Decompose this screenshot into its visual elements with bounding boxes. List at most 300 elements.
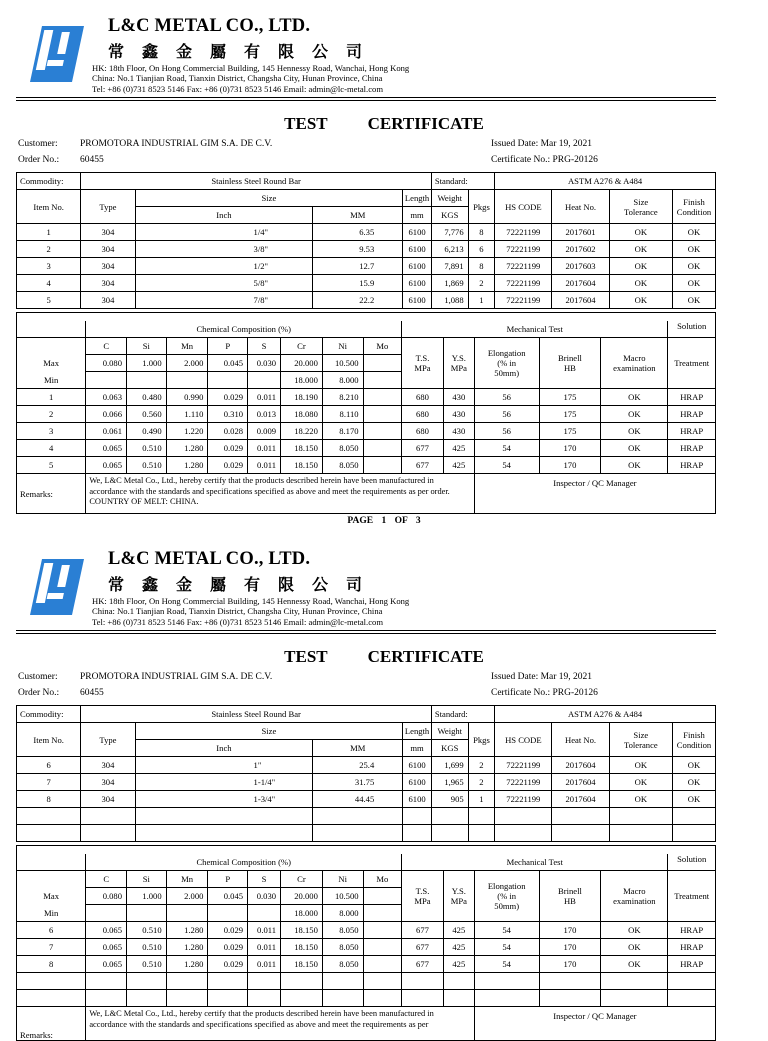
col-s: S (248, 338, 281, 355)
cell-ni: 8.050 (322, 922, 363, 939)
cell-el: 56 (474, 423, 539, 440)
chem-row (17, 406, 716, 423)
cell-c: 0.063 (86, 389, 127, 406)
cell-c: 0.065 (86, 939, 127, 956)
col-length-unit: mm (403, 207, 432, 224)
cell-fin: OK (673, 241, 716, 258)
cell-hs: 72221199 (495, 258, 552, 275)
cell-mm: 12.7 (313, 258, 403, 275)
cell-tol: OK (609, 292, 672, 309)
col-treatment: Treatment (668, 338, 716, 389)
cell-fin: OK (673, 292, 716, 309)
cell-mm: 15.9 (313, 275, 403, 292)
cell-tol: OK (609, 757, 672, 774)
commodity-label: Commodity: (17, 706, 81, 723)
col-mn: Mn (166, 871, 208, 888)
col-elongation: Elongation (% in 50mm) (474, 338, 539, 389)
cell-s: 0.011 (248, 922, 281, 939)
cell-type: 304 (81, 275, 135, 292)
cell-no: 7 (17, 939, 86, 956)
standard-value: ASTM A276 & A484 (495, 706, 716, 723)
address-china: China: No.1 Tianjian Road, Tianxin District, Changsha City, Hunan Province, China (92, 73, 383, 84)
cell-mn: 1.220 (166, 423, 208, 440)
empty-row (17, 808, 716, 825)
cell-ys: 425 (443, 922, 474, 939)
min-label: Min (17, 905, 86, 922)
cell-s: 0.013 (248, 406, 281, 423)
col-finish-condition: Finish Condition (673, 723, 716, 757)
mech-test-header: Mechanical Test (402, 854, 668, 871)
cell-ts: 677 (402, 440, 444, 457)
cell-fin: OK (673, 275, 716, 292)
cell-sol: HRAP (668, 440, 716, 457)
col-mm: MM (313, 207, 403, 224)
table-gap (17, 313, 716, 321)
cell-ts: 677 (402, 956, 444, 973)
chem-row (17, 457, 716, 474)
cell-ts: 677 (402, 939, 444, 956)
order-row: Order No.: 60455 (18, 688, 104, 698)
cell-heat: 2017604 (552, 292, 609, 309)
cell-c: 0.065 (86, 457, 127, 474)
cell-length: 6100 (403, 774, 432, 791)
cell-s: 0.011 (248, 389, 281, 406)
cell-weight: 6,213 (431, 241, 468, 258)
remarks-label: Remarks: (17, 1007, 86, 1041)
cell-hs: 72221199 (495, 774, 552, 791)
cell-mo (363, 956, 402, 973)
cell-cr: 18.150 (281, 922, 323, 939)
cell-no: 2 (17, 241, 81, 258)
cell-si: 0.510 (127, 939, 167, 956)
cell-heat: 2017603 (552, 258, 609, 275)
col-item-no: Item No. (17, 723, 81, 757)
col-heat-no: Heat No. (552, 190, 609, 224)
issued-date-row: Issued Date: Mar 19, 2021 (491, 139, 593, 149)
table-row (17, 275, 716, 292)
cell-inch: 1/4" (135, 224, 313, 241)
col-brinell: Brinell HB (539, 871, 601, 922)
cell-macro: OK (601, 922, 668, 939)
cell-pkgs: 1 (468, 292, 495, 309)
address-hk: HK: 18th Floor, On Hong Commercial Building, 145 Hennessy Road, Wanchai, Hong Kong (92, 596, 410, 606)
cell-macro: OK (601, 457, 668, 474)
cell-c: 0.066 (86, 406, 127, 423)
cell-heat: 2017602 (552, 241, 609, 258)
table-gap (17, 846, 716, 854)
address-china: China: No.1 Tianjian Road, Tianxin District, Changsha City, Hunan Province, China (92, 606, 383, 617)
cell-hs: 72221199 (495, 757, 552, 774)
solution-header: Solution (668, 321, 716, 338)
cell-mo (363, 423, 402, 440)
cell-type: 304 (81, 258, 135, 275)
company-logo (22, 555, 88, 619)
cell-p: 0.310 (208, 406, 248, 423)
cell-si: 0.510 (127, 956, 167, 973)
order-number: 60455 (80, 155, 104, 165)
cell-ni: 8.170 (322, 423, 363, 440)
cell-pkgs: 8 (468, 258, 495, 275)
col-length-unit: mm (403, 740, 432, 757)
cell-ys: 425 (443, 457, 474, 474)
cell-s: 0.011 (248, 939, 281, 956)
cell-pkgs: 1 (468, 791, 495, 808)
cell-si: 0.510 (127, 922, 167, 939)
product-rows (17, 757, 716, 842)
col-si: Si (127, 871, 167, 888)
cell-heat: 2017604 (552, 275, 609, 292)
cell-cr: 18.150 (281, 956, 323, 973)
table-row (17, 258, 716, 275)
remarks-label: Remarks: (17, 474, 86, 514)
chem-row (17, 939, 716, 956)
cell-tol: OK (609, 791, 672, 808)
cell-inch: 1" (135, 757, 313, 774)
cell-sol: HRAP (668, 423, 716, 440)
cell-hs: 72221199 (495, 241, 552, 258)
cell-cr: 18.080 (281, 406, 323, 423)
cell-ts: 677 (402, 457, 444, 474)
cell-no: 3 (17, 258, 81, 275)
product-table (16, 705, 716, 842)
cell-mo (363, 457, 402, 474)
cell-pkgs: 8 (468, 224, 495, 241)
cell-s: 0.011 (248, 457, 281, 474)
cell-macro: OK (601, 440, 668, 457)
cell-s: 0.009 (248, 423, 281, 440)
customer-row: Customer: PROMOTORA INDUSTRIAL GIM S.A. DE C.V. (18, 672, 273, 682)
issued-date: Mar 19, 2021 (540, 672, 593, 682)
cell-length: 6100 (403, 757, 432, 774)
empty-row (17, 973, 716, 990)
cell-ys: 425 (443, 440, 474, 457)
chem-row (17, 922, 716, 939)
col-ni: Ni (322, 338, 363, 355)
cell-el: 54 (474, 457, 539, 474)
col-p: P (208, 338, 248, 355)
cell-heat: 2017601 (552, 224, 609, 241)
cell-pkgs: 2 (468, 757, 495, 774)
chemical-mechanical-table: Chemical Composition (%) Mechanical Test Solution C Si Mn P S Cr Ni Mo T.S. MPa Y.S. MPa Elongation (% in 50mm) Brinell HB Macro examination Treatment Max 0.080 1.000 2.000 0.045 0.030 20.000 10.500 Min 18.000 8.000 1 0.063 0.480 0.990 0.029 0.011 18.190 8.210 680 430 56 175 OK HRAP 2 0.066 0.560 1.110 0.310 0.013 18.080 8.110 680 430 56 175 OK HRAP 3 0.061 0.490 1.220 0.028 0.009 18.220 8.170 680 430 56 175 OK HRAP 4 0.065 0.510 1.280 0.029 0.011 18.150 8.050 677 425 54 170 OK HRAP 5 0.065 0.510 1.280 0.029 0.011 18.150 8.050 677 425 54 170 OK HRAP Remarks: We, L&C Metal Co., Ltd., hereby certify that the products described herein have been manufactured in accordance with the standards and specifications specified as above and meet the requirements as per order. COUNTRY OF MELT: CHINA. Inspector / QC Manager (16, 312, 716, 514)
cell-si: 0.560 (127, 406, 167, 423)
cell-mo (363, 939, 402, 956)
cell-pkgs: 2 (468, 774, 495, 791)
mech-test-header: Mechanical Test (402, 321, 668, 338)
cell-p: 0.029 (208, 922, 248, 939)
table-row (17, 791, 716, 808)
col-weight-unit: KGS (431, 740, 468, 757)
cell-ts: 680 (402, 389, 444, 406)
contact-line: Tel: +86 (0)731 8523 5146 Fax: +86 (0)731 8523 5146 Email: admin@lc-metal.com (92, 616, 384, 627)
col-mm: MM (313, 740, 403, 757)
solution-header: Solution (668, 854, 716, 871)
cell-no: 8 (17, 791, 81, 808)
chem-row (17, 956, 716, 973)
cell-mo (363, 406, 402, 423)
cell-hb: 175 (539, 406, 601, 423)
max-label: Max (17, 355, 86, 372)
col-mo: Mo (363, 338, 402, 355)
cell-type: 304 (81, 757, 135, 774)
company-name: L&C METAL CO., LTD. (108, 16, 311, 36)
cell-fin: OK (673, 224, 716, 241)
cell-no: 4 (17, 275, 81, 292)
cell-ni: 8.050 (322, 440, 363, 457)
col-ys: Y.S. MPa (443, 871, 474, 922)
cell-hb: 170 (539, 956, 601, 973)
cell-si: 0.510 (127, 457, 167, 474)
standard-value: ASTM A276 & A484 (495, 173, 716, 190)
cell-sol: HRAP (668, 457, 716, 474)
certificate-no-row: Certificate No.: PRG-20126 (491, 155, 598, 165)
cell-ys: 425 (443, 956, 474, 973)
cell-inch: 7/8" (135, 292, 313, 309)
cell-hs: 72221199 (495, 224, 552, 241)
cell-tol: OK (609, 241, 672, 258)
cell-length: 6100 (403, 791, 432, 808)
document-title: TEST CERTIFICATE (284, 114, 484, 133)
cell-tol: OK (609, 774, 672, 791)
col-p: P (208, 871, 248, 888)
cell-macro: OK (601, 389, 668, 406)
col-size-tolerance: Size Tolerance (609, 723, 672, 757)
max-label: Max (17, 888, 86, 905)
cell-no: 5 (17, 457, 86, 474)
cell-p: 0.029 (208, 389, 248, 406)
cell-cr: 18.150 (281, 440, 323, 457)
col-finish-condition: Finish Condition (673, 190, 716, 224)
col-cr: Cr (281, 871, 323, 888)
cell-el: 54 (474, 956, 539, 973)
cell-hb: 175 (539, 423, 601, 440)
cell-mm: 6.35 (313, 224, 403, 241)
customer-name: PROMOTORA INDUSTRIAL GIM S.A. DE C.V. (80, 139, 273, 149)
cell-tol: OK (609, 224, 672, 241)
cell-cr: 18.220 (281, 423, 323, 440)
certificate-no-row: Certificate No.: PRG-20126 (491, 688, 598, 698)
company-address (92, 63, 409, 94)
company-name: L&C METAL CO., LTD. (108, 549, 311, 569)
cell-el: 54 (474, 440, 539, 457)
cell-hs: 72221199 (495, 292, 552, 309)
standard-label: Standard: (431, 173, 494, 190)
col-brinell: Brinell HB (539, 338, 601, 389)
cell-mm: 25.4 (313, 757, 403, 774)
cell-no: 6 (17, 922, 86, 939)
inspector-label: Inspector / QC Manager (474, 474, 715, 514)
col-c: C (86, 338, 127, 355)
table-row (17, 241, 716, 258)
cell-hs: 72221199 (495, 791, 552, 808)
order-number: 60455 (80, 688, 104, 698)
certificate-number: PRG-20126 (552, 155, 598, 165)
cell-no: 6 (17, 757, 81, 774)
chem-comp-header: Chemical Composition (%) (86, 854, 402, 871)
remarks-text: We, L&C Metal Co., Ltd., hereby certify that the products described herein have been manufactured in accordance with the standards and specifications specified as above and meet the requirements as per order. COUNTRY OF MELT: CHINA. (86, 474, 474, 514)
cell-mm: 9.53 (313, 241, 403, 258)
cell-length: 6100 (403, 241, 432, 258)
cell-weight: 1,869 (431, 275, 468, 292)
cell-mn: 1.280 (166, 922, 208, 939)
cell-sol: HRAP (668, 922, 716, 939)
col-inch: Inch (135, 207, 313, 224)
cell-sol: HRAP (668, 956, 716, 973)
company-address (92, 596, 409, 627)
cell-el: 56 (474, 406, 539, 423)
cell-weight: 1,965 (431, 774, 468, 791)
cell-c: 0.065 (86, 440, 127, 457)
cell-fin: OK (673, 791, 716, 808)
customer-name: PROMOTORA INDUSTRIAL GIM S.A. DE C.V. (80, 672, 273, 682)
cell-p: 0.028 (208, 423, 248, 440)
col-type: Type (81, 723, 135, 757)
cell-hb: 170 (539, 922, 601, 939)
cell-no: 1 (17, 224, 81, 241)
cell-no: 3 (17, 423, 86, 440)
col-inch: Inch (135, 740, 313, 757)
cell-sol: HRAP (668, 406, 716, 423)
cell-tol: OK (609, 258, 672, 275)
cell-weight: 1,088 (431, 292, 468, 309)
product-table (16, 172, 716, 309)
empty-row (17, 990, 716, 1007)
company-name-chinese: 常 鑫 金 屬 有 限 公 司 (108, 577, 370, 594)
chem-rows (17, 922, 716, 1007)
cell-weight: 1,699 (431, 757, 468, 774)
cell-mn: 1.280 (166, 457, 208, 474)
cell-no: 4 (17, 440, 86, 457)
cell-cr: 18.150 (281, 939, 323, 956)
col-ts: T.S. MPa (402, 338, 444, 389)
table-row (17, 757, 716, 774)
col-weight: Weight (431, 190, 468, 207)
col-size: Size (135, 723, 403, 740)
cell-p: 0.029 (208, 956, 248, 973)
cell-inch: 1-3/4" (135, 791, 313, 808)
inspector-label: Inspector / QC Manager (474, 1007, 715, 1041)
col-macro: Macro examination (601, 871, 668, 922)
cell-inch: 3/8" (135, 241, 313, 258)
col-hs-code: HS CODE (495, 190, 552, 224)
cell-inch: 1/2" (135, 258, 313, 275)
commodity-value: Stainless Steel Round Bar (81, 706, 432, 723)
chem-row (17, 423, 716, 440)
cell-si: 0.510 (127, 440, 167, 457)
cell-hb: 175 (539, 389, 601, 406)
cell-p: 0.029 (208, 939, 248, 956)
cell-no: 7 (17, 774, 81, 791)
cell-macro: OK (601, 956, 668, 973)
cell-el: 54 (474, 939, 539, 956)
cell-length: 6100 (403, 258, 432, 275)
cell-ts: 680 (402, 423, 444, 440)
cell-ni: 8.210 (322, 389, 363, 406)
cell-type: 304 (81, 791, 135, 808)
cell-no: 1 (17, 389, 86, 406)
cell-ni: 8.050 (322, 956, 363, 973)
cell-ni: 8.050 (322, 457, 363, 474)
cell-p: 0.029 (208, 457, 248, 474)
cell-el: 54 (474, 922, 539, 939)
commodity-label: Commodity: (17, 173, 81, 190)
cell-ts: 677 (402, 922, 444, 939)
col-ys: Y.S. MPa (443, 338, 474, 389)
cell-hb: 170 (539, 939, 601, 956)
col-weight-unit: KGS (431, 207, 468, 224)
col-treatment: Treatment (668, 871, 716, 922)
cell-ts: 680 (402, 406, 444, 423)
cell-ni: 8.050 (322, 939, 363, 956)
col-ts: T.S. MPa (402, 871, 444, 922)
cell-cr: 18.190 (281, 389, 323, 406)
cell-c: 0.065 (86, 956, 127, 973)
cell-hs: 72221199 (495, 275, 552, 292)
cell-fin: OK (673, 757, 716, 774)
cell-mm: 31.75 (313, 774, 403, 791)
cell-mn: 1.280 (166, 956, 208, 973)
cell-mn: 1.110 (166, 406, 208, 423)
commodity-value: Stainless Steel Round Bar (81, 173, 432, 190)
col-c: C (86, 871, 127, 888)
cell-mn: 1.280 (166, 440, 208, 457)
cell-inch: 5/8" (135, 275, 313, 292)
cell-mm: 22.2 (313, 292, 403, 309)
cell-type: 304 (81, 241, 135, 258)
cell-heat: 2017604 (552, 774, 609, 791)
cell-type: 304 (81, 224, 135, 241)
cell-hb: 170 (539, 457, 601, 474)
cell-el: 56 (474, 389, 539, 406)
col-length: Length (403, 723, 432, 740)
cell-heat: 2017604 (552, 757, 609, 774)
cell-no: 2 (17, 406, 86, 423)
cell-fin: OK (673, 774, 716, 791)
cell-mo (363, 440, 402, 457)
cell-mo (363, 922, 402, 939)
header-divider (16, 100, 716, 101)
address-hk: HK: 18th Floor, On Hong Commercial Building, 145 Hennessy Road, Wanchai, Hong Kong (92, 63, 410, 73)
cell-sol: HRAP (668, 389, 716, 406)
cell-ni: 8.110 (322, 406, 363, 423)
col-s: S (248, 871, 281, 888)
contact-line: Tel: +86 (0)731 8523 5146 Fax: +86 (0)731 8523 5146 Email: admin@lc-metal.com (92, 83, 384, 94)
chem-rows (17, 389, 716, 474)
company-logo (22, 22, 88, 86)
chem-row (17, 440, 716, 457)
remarks-text: We, L&C Metal Co., Ltd., hereby certify that the products described herein have been manufactured in accordance with the standards and specifications specified as above and meet the requirements as per (86, 1007, 474, 1041)
cell-c: 0.065 (86, 922, 127, 939)
col-size: Size (135, 190, 403, 207)
issued-date-row: Issued Date: Mar 19, 2021 (491, 672, 593, 682)
col-elongation: Elongation (% in 50mm) (474, 871, 539, 922)
cell-weight: 7,776 (431, 224, 468, 241)
cell-macro: OK (601, 939, 668, 956)
cell-si: 0.480 (127, 389, 167, 406)
cell-weight: 7,891 (431, 258, 468, 275)
cell-inch: 1-1/4" (135, 774, 313, 791)
cell-pkgs: 2 (468, 275, 495, 292)
page-footer: PAGE 1 OF 3 (347, 516, 421, 526)
cell-no: 5 (17, 292, 81, 309)
cell-length: 6100 (403, 292, 432, 309)
col-hs-code: HS CODE (495, 723, 552, 757)
cell-length: 6100 (403, 275, 432, 292)
cell-macro: OK (601, 406, 668, 423)
header-divider (16, 97, 716, 98)
cell-ys: 430 (443, 423, 474, 440)
table-row (17, 292, 716, 309)
cell-mn: 1.280 (166, 939, 208, 956)
